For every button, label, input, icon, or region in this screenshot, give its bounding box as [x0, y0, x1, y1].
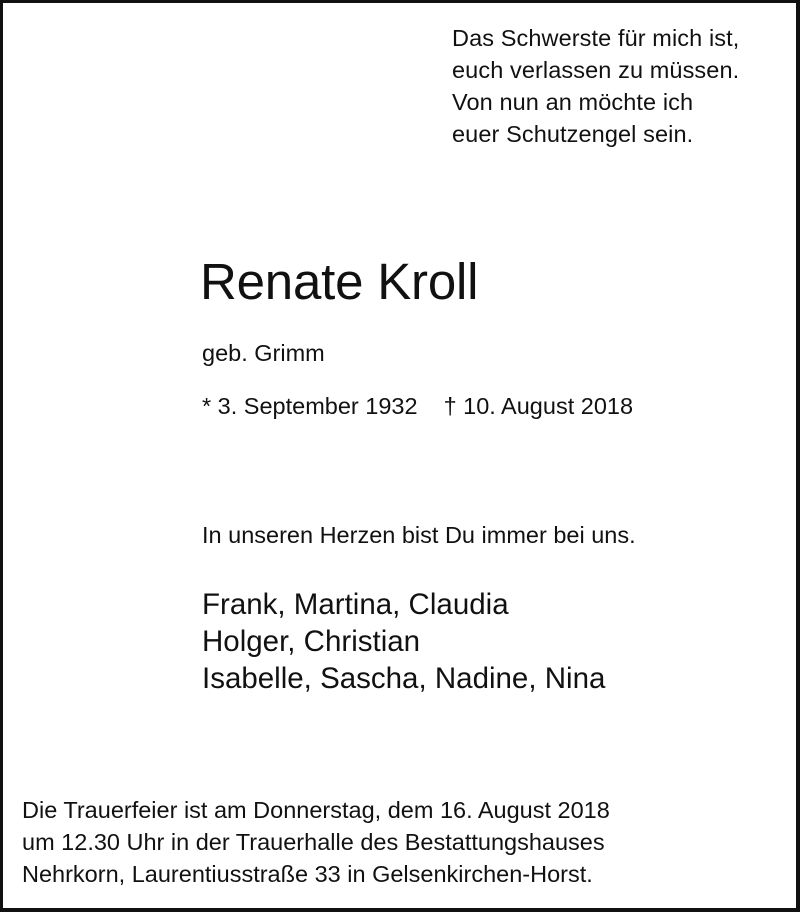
mourners-line: Frank, Martina, Claudia: [202, 588, 509, 621]
funeral-line: Nehrkorn, Laurentiusstraße 33 in Gelsenkirchen-Horst.: [22, 861, 593, 887]
maiden-name: geb. Grimm: [202, 340, 325, 366]
deceased-name: Renate Kroll: [200, 253, 479, 310]
motto-line: euch verlassen zu müssen.: [452, 57, 740, 83]
funeral-line: um 12.30 Uhr in der Trauerhalle des Bestattungshauses: [22, 829, 605, 855]
funeral-line: Die Trauerfeier ist am Donnerstag, dem 16. August 2018: [22, 797, 610, 823]
motto-line: Von nun an möchte ich: [452, 89, 694, 115]
mourners-line: Isabelle, Sascha, Nadine, Nina: [202, 662, 606, 695]
life-dates: [202, 390, 633, 422]
mourners-list: [202, 586, 605, 697]
birth-date: * 3. September 1932: [202, 393, 418, 419]
motto-line: Das Schwerste für mich ist,: [452, 25, 740, 51]
mourners-line: Holger, Christian: [202, 625, 421, 658]
motto-quote: [452, 22, 739, 150]
funeral-notice: [22, 794, 610, 890]
death-date: † 10. August 2018: [443, 393, 634, 419]
motto-line: euer Schutzengel sein.: [452, 121, 694, 147]
memorial-verse: In unseren Herzen bist Du immer bei uns.: [202, 522, 636, 548]
